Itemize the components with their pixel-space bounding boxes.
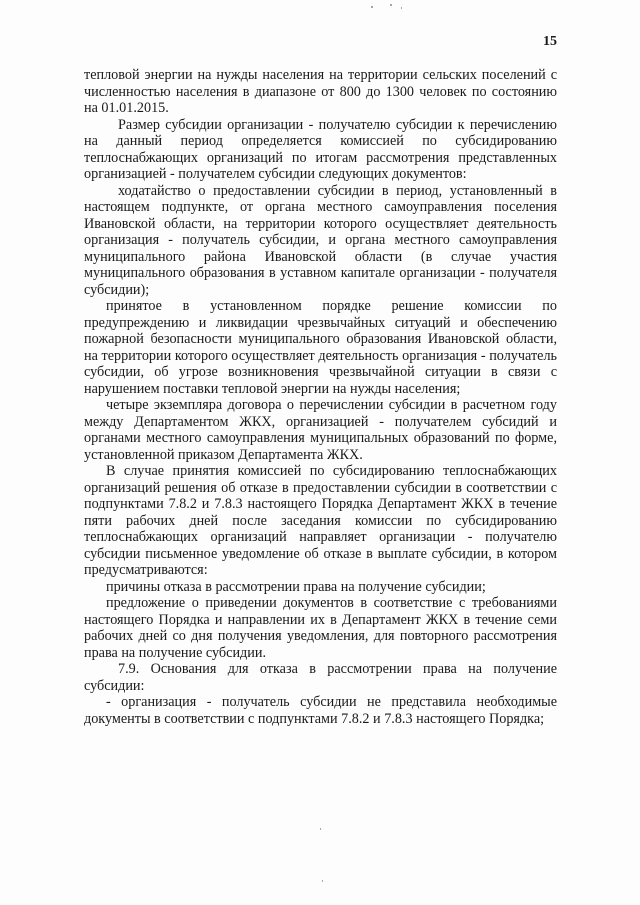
paragraph-commission-decision: принятое в установленном порядке решение комиссии по предупреждению и ликвидации чрезвычайных ситуаций и обеспечению пожарной безопасности муниципального образования Ивановской области, на территории которого осуществляет деятельность организация - получатель субсидии, об угрозе возникновения чрезвычайной ситуации в связи с нарушением поставки тепловой энергии на нужды населения;	[84, 298, 557, 397]
paragraph-refusal-notice: В случае принятия комиссией по субсидированию теплоснабжающих организаций решения об отказе в предоставлении субсидии в соответствии с подпунктами 7.8.2 и 7.8.3 настоящего Порядка Департамент ЖКХ в течение пяти рабочих дней после заседания комиссии по субсидированию теплоснабжающих организаций направляет организации - получателю субсидии письменное уведомление об отказе в выплате субсидии, в котором предусматриваются:	[84, 463, 557, 578]
paragraph-section-7-9: 7.9. Основания для отказа в рассмотрении права на получение субсидии:	[84, 661, 557, 694]
scan-speck	[371, 6, 373, 8]
paragraph-resubmission-offer: предложение о приведении документов в соответствие с требованиями настоящего Порядка и направлении их в Департамент ЖКХ в течение семи рабочих дней со дня получения уведомления, для повторного рассмотрения права на получение субсидии.	[84, 595, 557, 661]
scan-speck	[401, 7, 402, 9]
paragraph-contract-copies: четыре экземпляра договора о перечислении субсидии в расчетном году между Департаментом ЖКХ, организацией - получателем субсидий и органами местного самоуправления муниципальных образований по форме, установленной приказом Департамента ЖКХ.	[84, 397, 557, 463]
paragraph-petition: ходатайство о предоставлении субсидии в период, установленный в настоящем подпункте, от органа местного самоуправления поселения Ивановской области, на территории которого осуществляет деятельность организация - получатель субсидии, и органа местного самоуправления муниципального района Ивановской области (в случае участия муниципального образования в уставном капитале организации - получателя субсидии);	[84, 182, 557, 298]
scan-speck	[322, 880, 323, 882]
paragraph-ground-missing-documents: - организация - получатель субсидии не представила необходимые документы в соответствии с подпунктами 7.8.2 и 7.8.3 настоящего Порядка;	[84, 694, 557, 727]
paragraph-refusal-reasons: причины отказа в рассмотрении права на получение субсидии;	[106, 578, 486, 595]
scan-speck	[320, 828, 321, 830]
document-body	[84, 67, 557, 727]
paragraph-subsidy-amount: Размер субсидии организации - получателю субсидии к перечислению на данный период определяется комиссией по субсидированию теплоснабжающих организаций по итогам рассмотрения представленных организацией - получателем субсидии следующих документов:	[84, 116, 557, 182]
page-number: 15	[543, 34, 557, 49]
scan-speck	[390, 4, 392, 6]
paragraph-continuation: тепловой энергии на нужды населения на территории сельских поселений с численностью населения в диапазоне от 800 до 1300 человек по состоянию на 01.01.2015.	[84, 67, 557, 116]
